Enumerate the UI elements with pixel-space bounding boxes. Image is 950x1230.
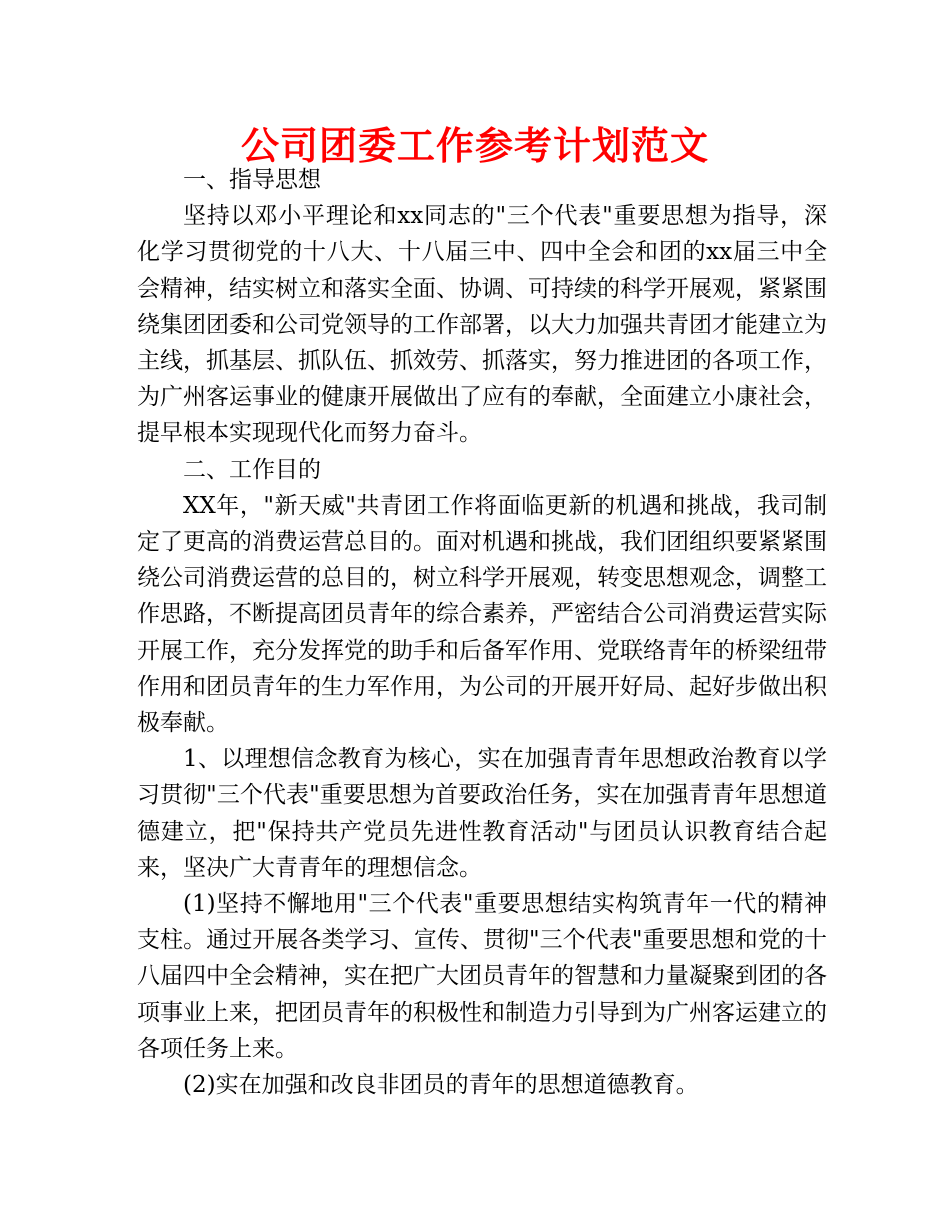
document-title: 公司团委工作参考计划范文 xyxy=(240,124,709,168)
body-paragraph: XX年，"新天威"共青团工作将面临更新的机遇和挑战，我司制定了更高的消费运营总目的。面对机遇和挑战，我们团组织要紧紧围绕公司消费运营的总目的，树立科学开展观，转变思想观念，调整工作思路，不断提高团员青年的综合素养，严密结合公司消费运营实际开展工作，充分发挥党的助手和后备军作用、党联络青年的桥梁纽带作用和团员青年的生力军作用，为公司的开展开好局、起好步做出积极奉献。 xyxy=(137,492,827,737)
numbered-item-1: 1、以理想信念教育为核心，实在加强青青年思想政治教育以学习贯彻"三个代表"重要思想为首要政治任务，实在加强青青年思想道德建立，把"保持共产党员先进性教育活动"与团员认识教育结合起来，坚决广大青青年的理想信念。 xyxy=(137,746,827,881)
document-body xyxy=(137,162,827,1103)
body-paragraph: 坚持以邓小平理论和xx同志的"三个代表"重要思想为指导，深化学习贯彻党的十八大、十八届三中、四中全会和团的xx届三中全会精神，结实树立和落实全面、协调、可持续的科学开展观，紧紧围绕集团团委和公司党领导的工作部署，以大力加强共青团才能建立为主线，抓基层、抓队伍、抓效劳、抓落实，努力推进团的各项工作，为广州客运事业的健康开展做出了应有的奉献，全面建立小康社会，提早根本实现现代化而努力奋斗。 xyxy=(137,203,827,447)
sub-item-2: (2)实在加强和改良非团员的青年的思想道德教育。 xyxy=(183,1072,699,1099)
section-heading-work-goals: 二、工作目的 xyxy=(183,456,321,483)
section-heading-guiding-ideology: 一、指导思想 xyxy=(183,167,321,193)
sub-item-1: (1)坚持不懈地用"三个代表"重要思想结实构筑青年一代的精神支柱。通过开展各类学习、宣传、贯彻"三个代表"重要思想和党的十八届四中全会精神，实在把广大团员青年的智慧和力量凝聚到团的各项事业上来，把团员青年的积极性和制造力引导到为广州客运建立的各项任务上来。 xyxy=(137,891,827,1062)
